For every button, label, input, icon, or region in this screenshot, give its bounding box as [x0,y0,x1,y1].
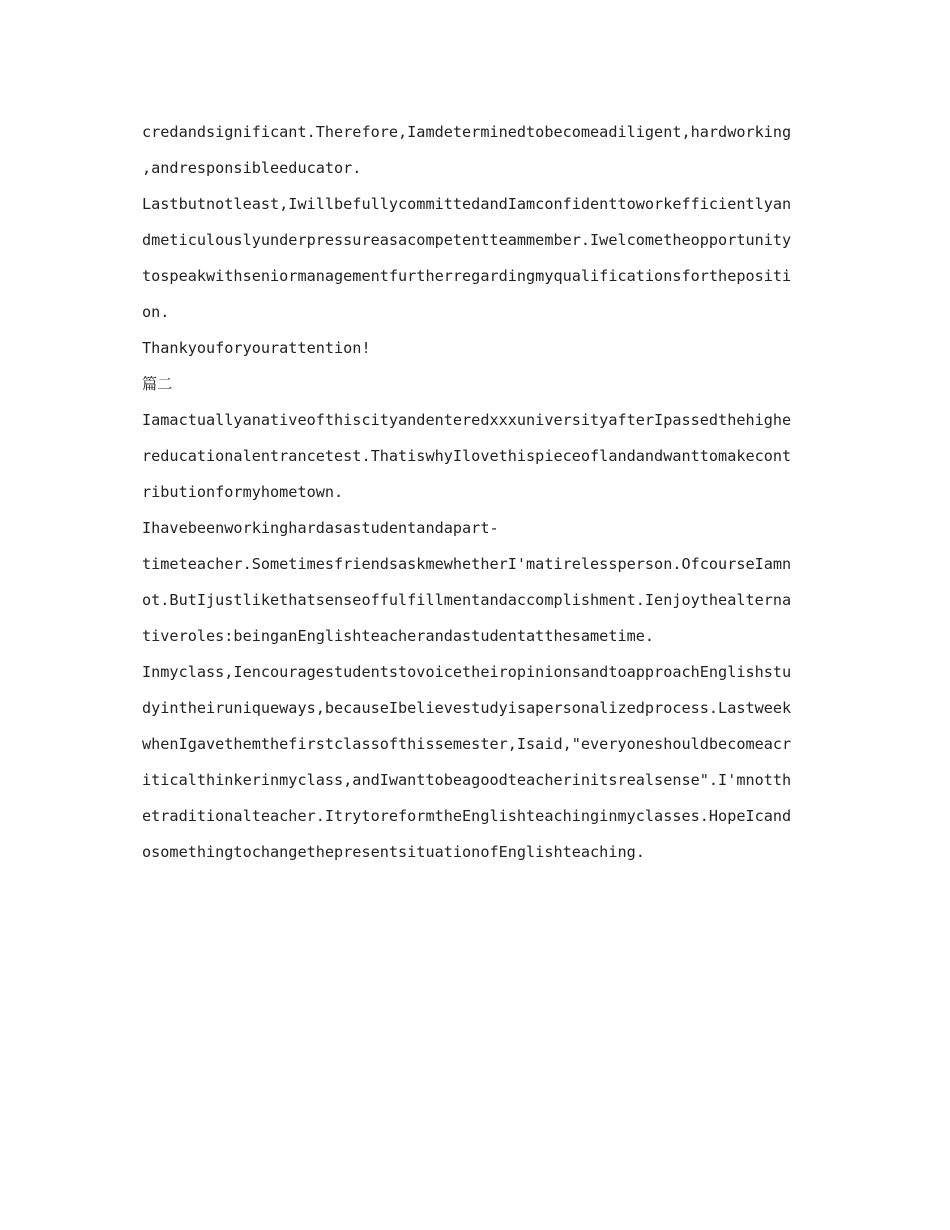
text-line: etraditionalteacher.ItrytoreformtheEnglishteachinginmyclasses.HopeIcand [142,807,792,825]
text-line: ,andresponsibleeducator. [142,159,362,177]
text-line: tiveroles:beinganEnglishteacherandastudentatthesametime. [142,627,655,645]
text-line: on. [142,303,170,321]
text-line: timeteacher.SometimesfriendsaskmewhetherI'matirelessperson.OfcourseIamn [142,555,792,573]
text-line: dmeticulouslyunderpressureasacompetentteammember.Iwelcometheopportunity [142,231,792,249]
document-body [142,118,812,874]
text-line: Lastbutnotleast,IwillbefullycommittedandIamconfidenttoworkefficientlyan [142,195,792,213]
text-line: Thankyouforyourattention! [142,339,371,357]
section-heading: 篇二 [142,375,173,393]
text-line: ot.ButIjustlikethatsenseoffulfillmentandaccomplishment.Ienjoythealterna [142,591,792,609]
text-line: credandsignificant.Therefore,Iamdeterminedtobecomeadiligent,hardworking [142,123,792,141]
text-line: whenIgavethemthefirstclassofthissemester,Isaid,"everyoneshouldbecomeacr [142,735,792,753]
text-line: reducationalentrancetest.ThatiswhyIlovethispieceoflandandwanttomakecont [142,447,792,465]
text-line: tospeakwithseniormanagementfurtherregardingmyqualificationsforthepositi [142,267,792,285]
text-line: osomethingtochangethepresentsituationofEnglishteaching. [142,843,645,861]
text-line: ributionformyhometown. [142,483,344,501]
text-line: Inmyclass,IencouragestudentstovoicetheiropinionsandtoapproachEnglishstu [142,663,792,681]
text-line: IamactuallyanativeofthiscityandenteredxxxuniversityafterIpassedthehighe [142,411,792,429]
text-line: dyintheiruniqueways,becauseIbelievestudyisapersonalizedprocess.Lastweek [142,699,792,717]
text-line: iticalthinkerinmyclass,andIwanttobeagoodteacherinitsrealsense".I'mnotth [142,771,792,789]
text-line: Ihavebeenworkinghardasastudentandapart- [142,519,499,537]
